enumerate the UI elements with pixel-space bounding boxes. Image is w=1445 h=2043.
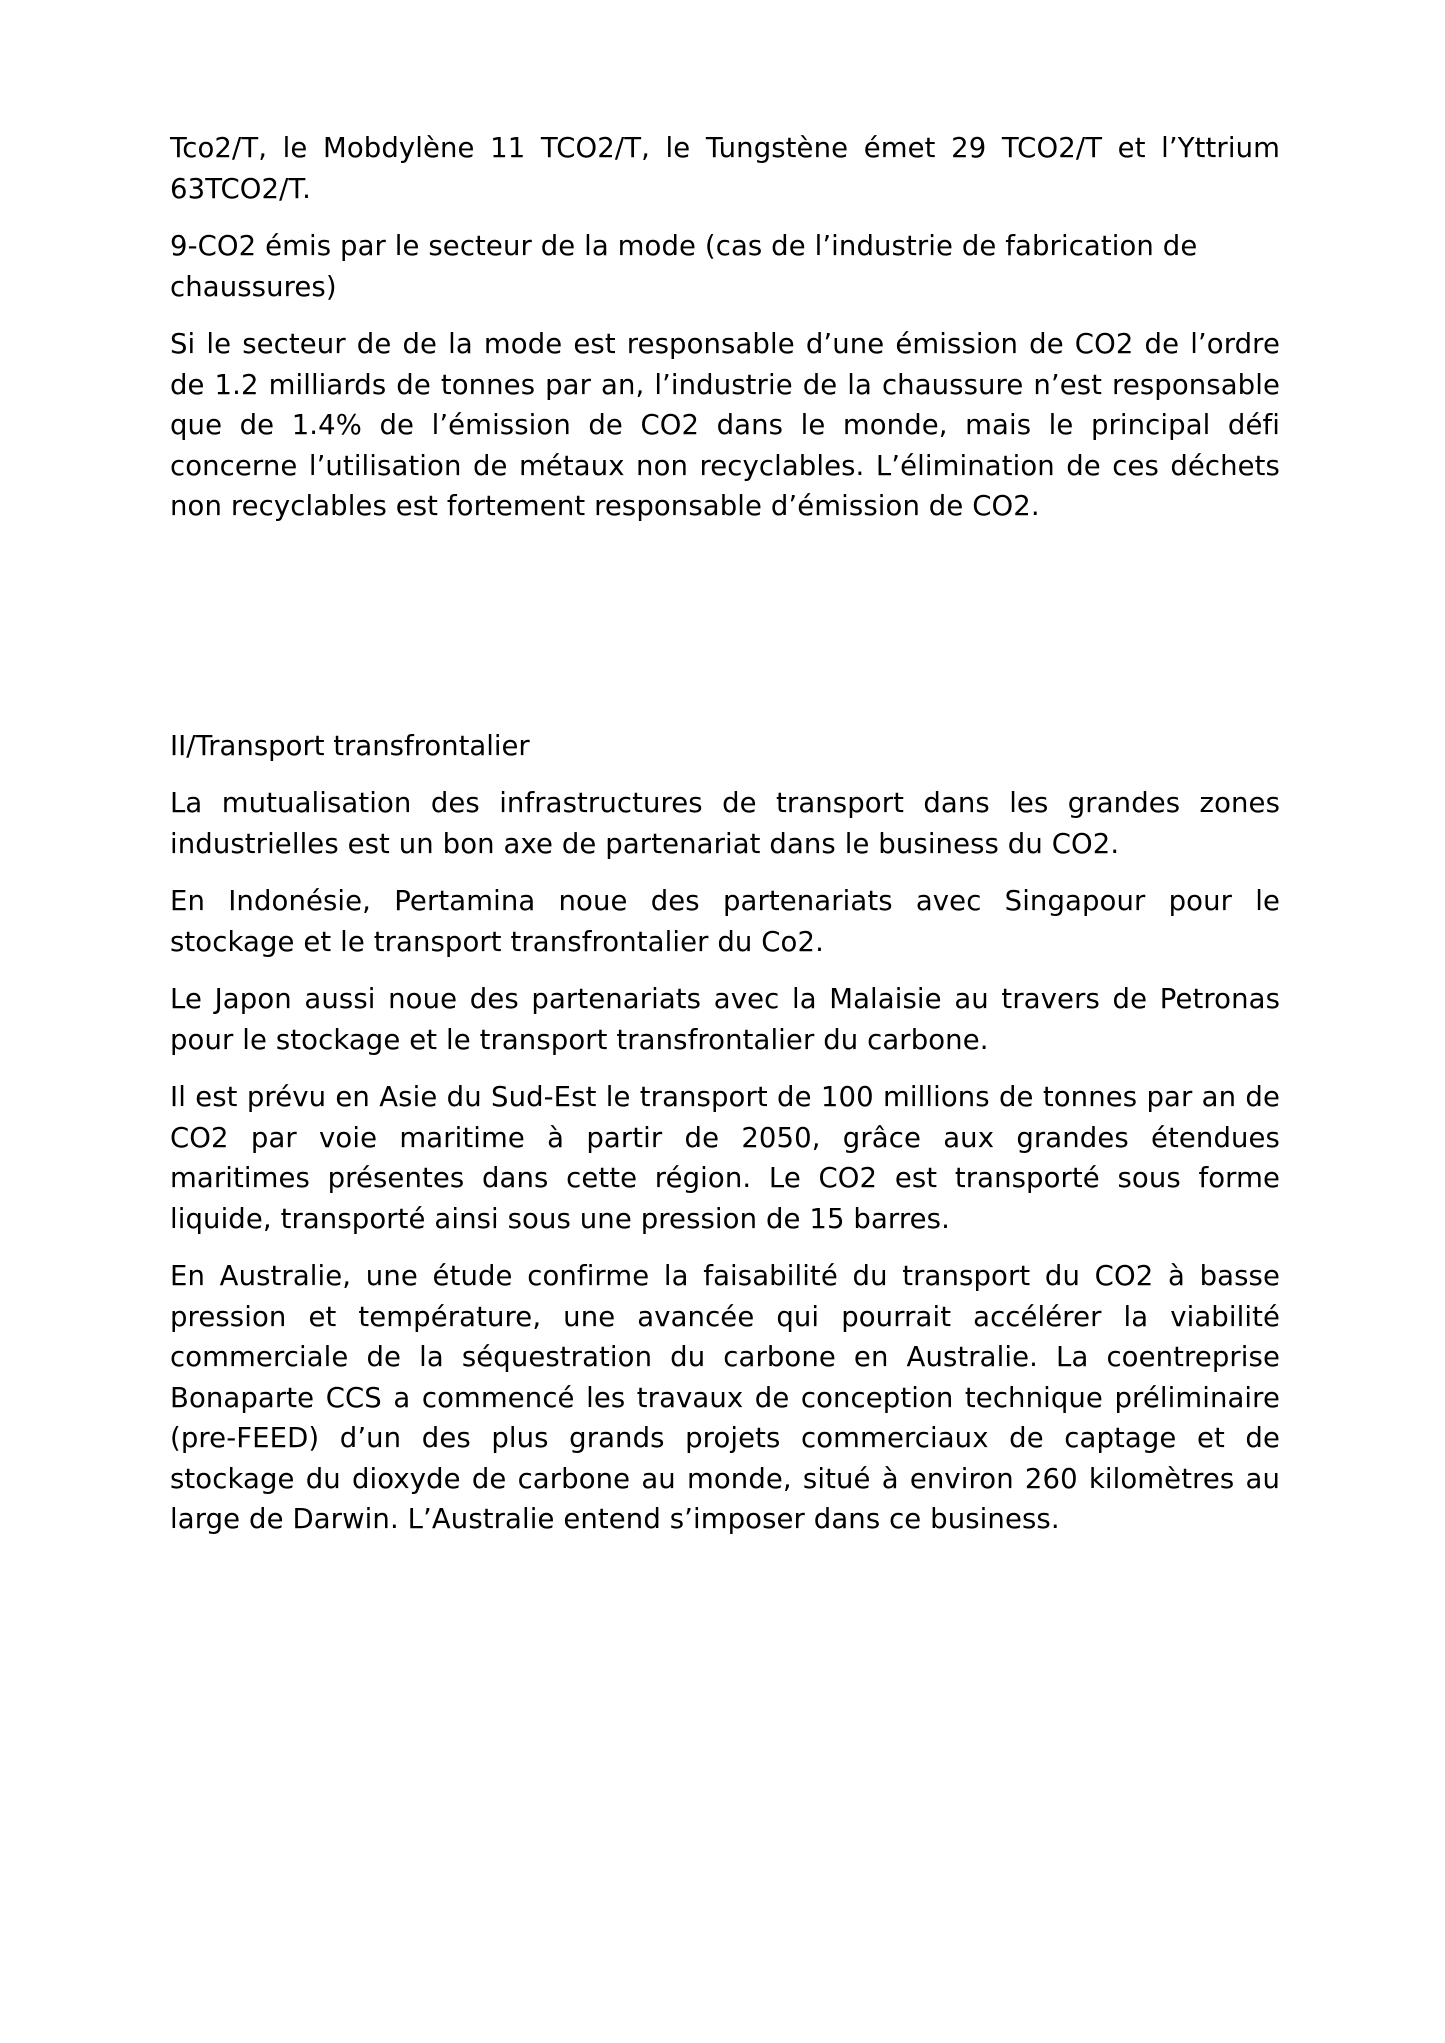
paragraph-mutualisation: La mutualisation des infrastructures de transport dans les grandes zones industrielles est un bon axe de partenariat dans le business du CO2. xyxy=(170,787,1280,860)
section-title-transport: II/Transport transfrontalier xyxy=(170,729,530,762)
page-bottom-space xyxy=(170,1557,1280,1558)
paragraph-southeast-asia: Il est prévu en Asie du Sud-Est le transport de 100 millions de tonnes par an de CO2 par voie maritime à partir de 2050, grâce aux grandes étendues maritimes présentes dans cette région. Le CO2 est transporté sous forme liquide, transporté ainsi sous une pression de 15 barres. xyxy=(170,1081,1280,1235)
paragraph-indonesia: En Indonésie, Pertamina noue des partenariats avec Singapour pour le stockage et le transport transfrontalier du Co2. xyxy=(170,885,1280,958)
paragraph-japan: Le Japon aussi noue des partenariats avec la Malaisie au travers de Petronas pour le stockage et le transport transfrontalier du carbone. xyxy=(170,983,1280,1056)
paragraph-fashion-sector-body: Si le secteur de de la mode est responsable d’une émission de CO2 de l’ordre de 1.2 milliards de tonnes par an, l’industrie de la chaussure n’est responsable que de 1.4% de l’émission de CO2 dans le monde, mais le principal défi concerne l’utilisation de métaux non recyclables. L’élimination de ces déchets non recyclables est fortement responsable d’émission de CO2. xyxy=(170,328,1280,522)
page-text-column xyxy=(170,128,1280,1558)
paragraph-fashion-sector-heading: 9-CO2 émis par le secteur de la mode (cas de l’industrie de fabrication de chaussures) xyxy=(170,230,1198,303)
paragraph-metals-continuation: Tco2/T, le Mobdylène 11 TCO2/T, le Tungstène émet 29 TCO2/T et l’Yttrium 63TCO2/T. xyxy=(170,132,1280,205)
section-gap-spacer xyxy=(170,544,1280,726)
paragraph-australia: En Australie, une étude confirme la faisabilité du transport du CO2 à basse pression et température, une avancée qui pourrait accélérer la viabilité commerciale de la séquestration du carbone en Australie. La coentreprise Bonaparte CCS a commencé les travaux de conception technique préliminaire (pre-FEED) d’un des plus grands projets commerciaux de captage et de stockage du dioxyde de carbone au monde, situé à environ 260 kilomètres au large de Darwin. L’Australie entend s’imposer dans ce business. xyxy=(170,1260,1280,1535)
